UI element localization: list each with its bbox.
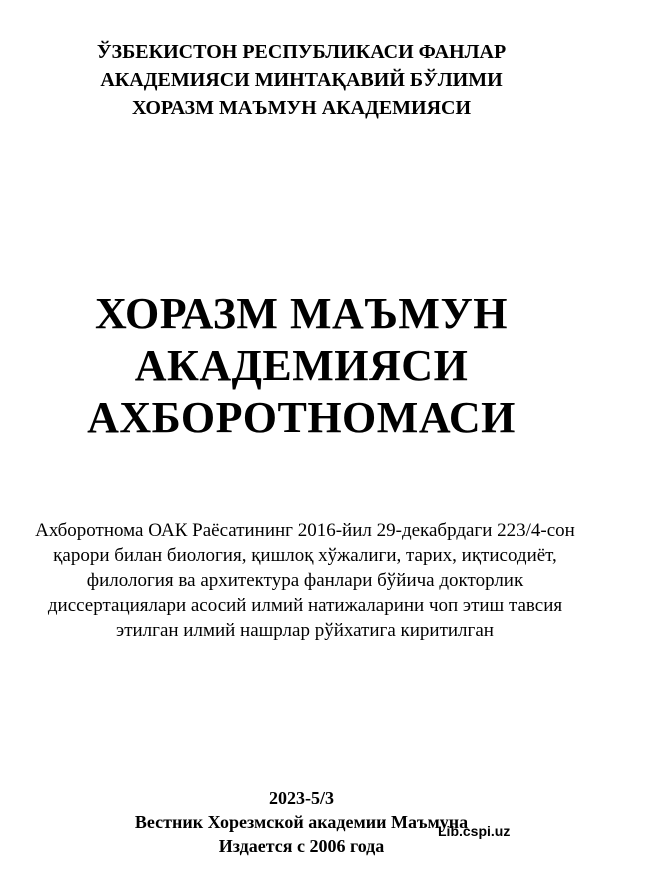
description-line-3: филология ва архитектура фанлари бўйича докторлик	[86, 570, 524, 591]
institution-header	[0, 38, 603, 122]
published-since: Издается с 2006 года	[218, 836, 385, 856]
publication-footer	[0, 786, 603, 858]
journal-title	[0, 288, 603, 444]
header-line-2: АКАДЕМИЯСИ МИНТАҚАВИЙ БЎЛИМИ	[100, 69, 503, 91]
library-watermark: Lib.cspi.uz	[438, 823, 511, 839]
issue-number: 2023-5/3	[269, 788, 334, 808]
header-line-3: ХОРАЗМ МАЪМУН АКАДЕМИЯСИ	[131, 97, 472, 119]
title-line-2: АКАДЕМИЯСИ	[134, 341, 469, 390]
description-line-5: этилган илмий нашрлар рўйхатига киритилган	[116, 620, 494, 641]
description-line-4: диссертациялари асосий илмий натижаларини чоп этиш тавсия	[47, 595, 563, 616]
accreditation-description	[0, 518, 610, 643]
description-line-2: қарори билан биология, қишлоқ хўжалиги, тарих, иқтисодиёт,	[53, 545, 557, 566]
title-line-1: ХОРАЗМ МАЪМУН	[95, 289, 508, 338]
header-line-1: ЎЗБЕКИСТОН РЕСПУБЛИКАСИ ФАНЛАР	[96, 41, 507, 63]
description-line-1: Ахборотнома ОАК Раёсатининг 2016-йил 29-декабрдаги 223/4-сон	[35, 520, 575, 541]
journal-name-russian: Вестник Хорезмской академии Маъмуна	[134, 812, 469, 832]
title-line-3: АХБОРОТНОМАСИ	[87, 393, 516, 442]
